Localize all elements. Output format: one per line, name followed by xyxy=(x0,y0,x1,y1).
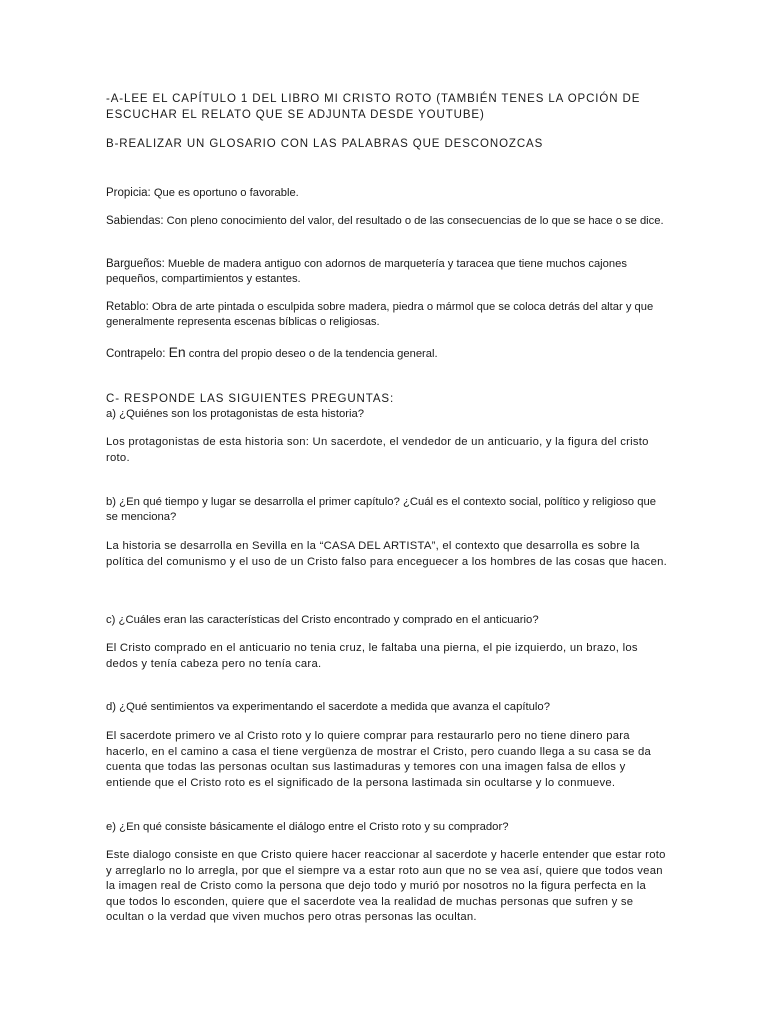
question-c: c) ¿Cuáles eran las características del Cristo encontrado y comprado en el anticuario? xyxy=(106,614,539,626)
glossary-term: Propicia: xyxy=(106,187,151,199)
answer-b: La historia se desarrolla en Sevilla en la “CASA DEL ARTISTA”, el contexto que desarrolla es sobre la política del comunismo y el uso de un Cristo falso para enceguecer a los hombres de las cosas que hacen. xyxy=(106,540,668,568)
answer-d: El sacerdote primero ve al Cristo roto y lo quiere comprar para restaurarlo pero no tiene dinero para hacerlo, en el camino a casa el tiene vergüenza de mostrar el Cristo, pero cuando llega a su casa se da cuenta que todas las personas ocultan sus lastimaduras y temores con una imagen falsa de ellos y entiende que el Cristo roto es el significado de la persona lastimada sin ocultarse y lo conmueve. xyxy=(106,730,652,789)
answer-a: Los protagonistas de esta historia son: Un sacerdote, el vendedor de un anticuario, y la figura del cristo roto. xyxy=(106,436,649,464)
glossary-definition: Con pleno conocimiento del valor, del resultado o de las consecuencias de lo que se hace o se dice. xyxy=(163,215,664,227)
glossary-term: Sabiendas: xyxy=(106,215,164,227)
instruction-a: -A-LEE EL CAPÍTULO 1 DEL LIBRO MI CRISTO ROTO (TAMBIÉN TENES LA OPCIÓN DE ESCUCHAR EL RELATO QUE SE ADJUNTA DESDE YOUTUBE) xyxy=(106,93,641,121)
question-d: d) ¿Qué sentimientos va experimentando el sacerdote a medida que avanza el capítulo? xyxy=(106,701,550,713)
glossary-entry xyxy=(106,300,668,330)
section-c-heading: C- RESPONDE LAS SIGUIENTES PREGUNTAS: xyxy=(106,393,395,405)
glossary-entry xyxy=(106,186,668,201)
glossary-entry xyxy=(106,345,668,362)
instruction-b: B-REALIZAR UN GLOSARIO CON LAS PALABRAS QUE DESCONOZCAS xyxy=(106,138,544,150)
glossary-term: Bargueños: xyxy=(106,258,165,270)
glossary-definition: Que es oportuno o favorable. xyxy=(150,187,299,199)
glossary-definition-lead: En xyxy=(168,344,186,360)
glossary-entry xyxy=(106,214,668,229)
glossary-term: Retablo: xyxy=(106,301,149,313)
question-e: e) ¿En qué consiste básicamente el diálogo entre el Cristo roto y su comprador? xyxy=(106,821,509,833)
glossary-entry xyxy=(106,257,668,287)
question-b: b) ¿En qué tiempo y lugar se desarrolla el primer capítulo? ¿Cuál es el contexto social, político y religioso que se menciona? xyxy=(106,496,657,523)
answer-c: El Cristo comprado en el anticuario no tenia cruz, le faltaba una pierna, el pie izquierdo, un brazo, los dedos y tenía cabeza pero no tenía cara. xyxy=(106,642,638,670)
answer-e: Este dialogo consiste en que Cristo quiere hacer reaccionar al sacerdote y hacerle entender que estar roto y arreglarlo no lo arregla, por que el siempre va a estar roto aun que no se vea así, quiere que todos vean la imagen real de Cristo como la persona que dejo todo y murió por nosotros no la figura perfecta en la que todos lo esconden, quiere que el sacerdote vea la realidad de muchas personas que sufren y se ocultan o la verdad que viven muchos pero otras personas las ocultan. xyxy=(106,849,666,924)
question-a: a) ¿Quiénes son los protagonistas de esta historia? xyxy=(106,408,365,420)
glossary-definition: Obra de arte pintada o esculpida sobre madera, piedra o mármol que se coloca detrás del altar y que generalmente representa escenas bíblicas o religiosas. xyxy=(106,301,654,328)
glossary-definition: contra del propio deseo o de la tendencia general. xyxy=(185,348,438,360)
glossary-definition: Mueble de madera antiguo con adornos de marquetería y taracea que tiene muchos cajones pequeños, compartimientos y estantes. xyxy=(106,258,627,285)
glossary-term: Contrapelo: xyxy=(106,348,166,360)
